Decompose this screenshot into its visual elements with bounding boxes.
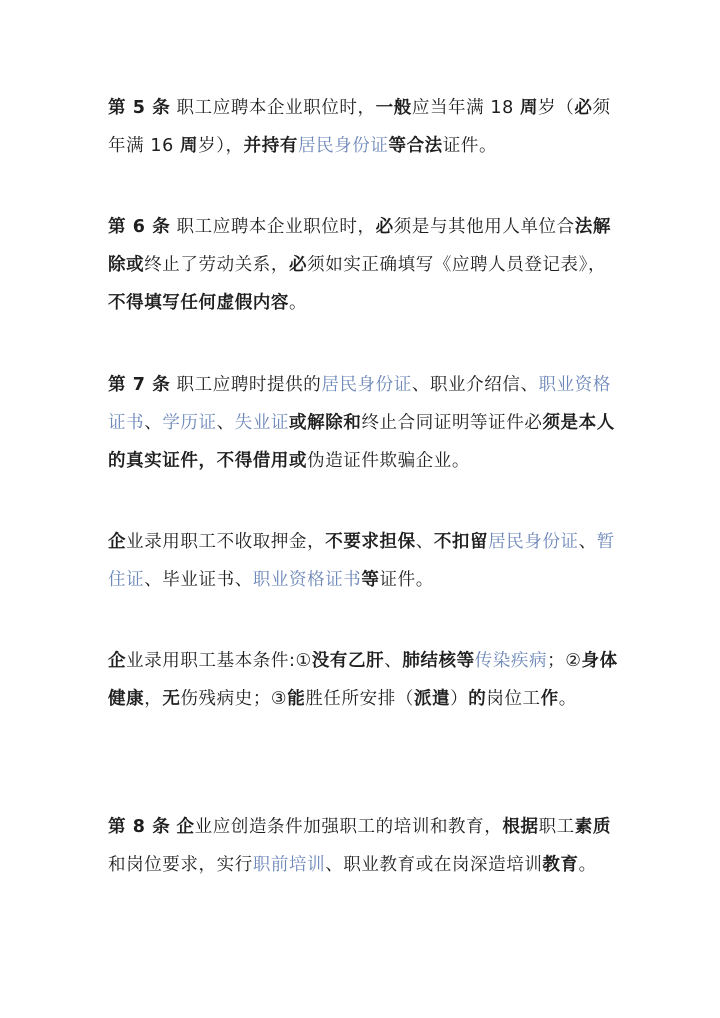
text-segment: 、毕业证书、 [144, 570, 253, 590]
text-segment: 没有乙肝 [311, 651, 385, 671]
text-segment: 素质 [574, 817, 611, 837]
text-segment: 伪造证件欺骗企业。 [307, 451, 471, 471]
text-segment: 须是本人的真实证件， [108, 413, 615, 471]
inline-link[interactable]: 居民身份证 [297, 136, 389, 156]
text-segment: 职工应聘本企业职位时， [170, 98, 376, 118]
text-segment: 企 [108, 532, 127, 552]
text-segment: 须如实正确填写《应聘人员登记表》， [307, 255, 607, 275]
text-segment: ） [450, 689, 469, 709]
text-segment: 第 6 条 [108, 217, 171, 237]
inline-link[interactable]: 职业资格证书 [108, 375, 611, 433]
text-segment: 根据 [502, 817, 539, 837]
text-segment: 作 [540, 689, 559, 709]
text-segment: 。 [578, 855, 597, 875]
text-segment: 并持有 [243, 136, 298, 156]
text-segment: 身体健康 [108, 651, 618, 709]
text-segment: 和岗位要求，实行 [108, 855, 253, 875]
text-segment: 教育 [542, 855, 579, 875]
text-segment: 周 [520, 98, 539, 118]
text-segment: 无 [162, 689, 181, 709]
text-segment: 证件。 [442, 136, 498, 156]
text-segment: 、 [578, 532, 597, 552]
paragraph-article-7 [108, 366, 618, 480]
inline-link[interactable]: 居民身份证 [488, 532, 579, 552]
text-segment: 职工应聘本企业职位时， [170, 217, 376, 237]
text-segment: 岗位工 [486, 689, 541, 709]
text-segment: 应当年满 18 [411, 98, 521, 118]
text-segment: 职工 [538, 817, 575, 837]
inline-link[interactable]: 失业证 [234, 413, 290, 433]
text-segment: 不扣留 [433, 532, 489, 552]
text-segment: 必 [289, 255, 308, 275]
text-segment: 不要求担保 [325, 532, 416, 552]
text-segment: 证件。 [379, 570, 434, 590]
text-segment: 第 8 条 [108, 817, 171, 837]
paragraph-article-8 [108, 808, 618, 884]
inline-link[interactable]: 居民身份证 [321, 375, 412, 395]
text-segment: 终止了劳动关系， [144, 255, 290, 275]
paragraph-article-6 [108, 208, 618, 322]
text-segment: 派遣 [413, 689, 451, 709]
text-segment: 能 [287, 689, 306, 709]
text-segment: 、 [144, 413, 163, 433]
text-segment: 企 [176, 817, 195, 837]
text-segment: 、职业介绍信、 [411, 375, 539, 395]
text-segment: 必 [375, 217, 394, 237]
text-segment: 法解除或 [108, 217, 611, 275]
text-segment: 第 5 条 [108, 98, 171, 118]
text-segment: 须是与其他用人单位合 [393, 217, 575, 237]
text-segment: 、 [384, 651, 403, 671]
text-segment: 第 7 条 [108, 375, 171, 395]
text-segment: 须年满 16 [108, 98, 611, 156]
text-segment: 或解除和 [289, 413, 362, 433]
paragraph-deposit-rule [108, 523, 618, 599]
text-segment: 不得填写任何虚假内容 [108, 293, 289, 313]
text-segment: 业录用职工不收取押金， [126, 532, 326, 552]
text-segment: 业录用职工基本条件:① [126, 651, 312, 671]
text-segment: 、职业教育或在岗深造培训 [325, 855, 543, 875]
text-segment: ；② [547, 651, 582, 671]
text-segment: 必 [574, 98, 593, 118]
text-segment: 。 [558, 689, 577, 709]
inline-link[interactable]: 学历证 [162, 413, 217, 433]
text-segment: 企 [108, 651, 127, 671]
text-segment: 一般 [375, 98, 412, 118]
text-segment: 、 [216, 413, 235, 433]
text-segment: 。 [289, 293, 308, 313]
text-segment: 伤残病史；③ [180, 689, 288, 709]
inline-link[interactable]: 职前培训 [252, 855, 326, 875]
text-segment: 不得借用或 [216, 451, 308, 471]
text-segment: 等合法 [388, 136, 443, 156]
text-segment: 肺结核等 [402, 651, 475, 671]
text-segment: 岁）， [198, 136, 244, 156]
text-segment: 周 [180, 136, 199, 156]
text-segment: 职工应聘时提供的 [170, 375, 322, 395]
inline-link[interactable]: 职业资格证书 [252, 570, 362, 590]
text-segment: ， [144, 689, 163, 709]
paragraph-article-5 [108, 89, 618, 165]
inline-link[interactable]: 传染疾病 [474, 651, 548, 671]
text-segment: 岁（ [538, 98, 575, 118]
text-segment: 等 [361, 570, 380, 590]
paragraph-basic-conditions [108, 642, 618, 718]
text-segment: 业应创造条件加强职工的培训和教育， [194, 817, 503, 837]
inline-link[interactable]: 暂住证 [108, 532, 615, 590]
text-segment: 的 [468, 689, 487, 709]
text-segment: 、 [415, 532, 434, 552]
text-segment: 终止合同证明等证件必 [361, 413, 543, 433]
text-segment: 胜任所安排（ [305, 689, 414, 709]
